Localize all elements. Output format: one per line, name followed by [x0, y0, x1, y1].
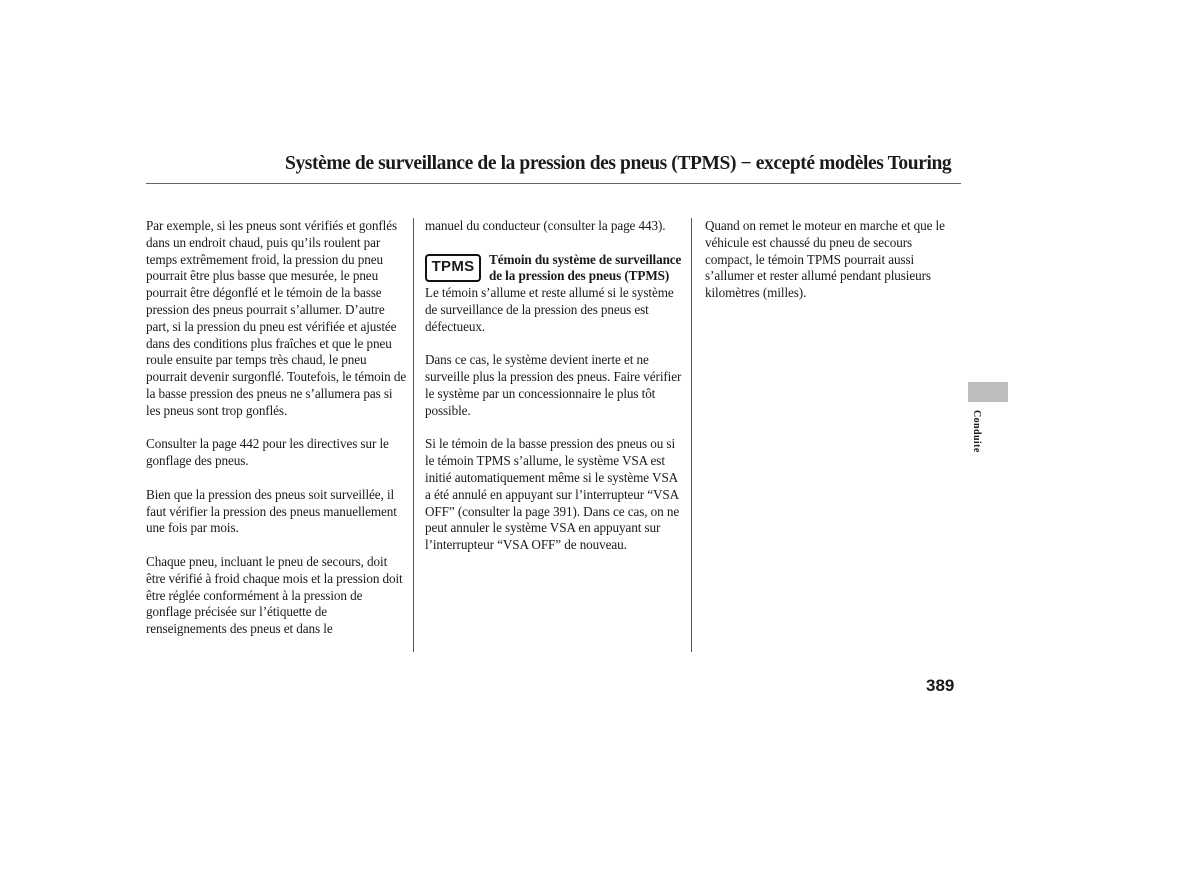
column-left	[146, 218, 408, 655]
section-label: Conduite	[971, 410, 982, 453]
page-number: 389	[926, 676, 955, 695]
title-rule	[146, 183, 961, 184]
column-right	[705, 218, 960, 319]
paragraph: Consulter la page 442 pour les directives sur le gonflage des pneus.	[146, 436, 389, 469]
tpms-warning-icon: TPMS	[425, 254, 481, 282]
column-middle	[425, 218, 683, 571]
paragraph: Le témoin s’allume et reste allumé si le système de surveillance de la pression des pneus est défectueux.	[425, 285, 674, 334]
paragraph: Par exemple, si les pneus sont vérifiés et gonflés dans un endroit chaud, puis qu’ils roulent par temps extrêmement froid, la pression du pneu pourrait être plus basse que mesurée, le pneu pourrait être dégonflé et le témoin de la basse pression des pneus pourrait s’allumer. D’autre part, si la pression du pneu est vérifiée et ajustée dans des conditions plus fraîches et que le pneu roule ensuite par temps très chaud, le pneu pourrait devenir surgonflé. Toutefois, le témoin de la basse pression des pneus ne s’allumera pas si les pneus sont trop gonflés.	[146, 218, 407, 418]
tpms-indicator-heading	[425, 252, 683, 286]
paragraph: Bien que la pression des pneus soit surveillée, il faut vérifier la pression des pneus manuellement une fois par mois.	[146, 486, 397, 536]
paragraph: Quand on remet le moteur en marche et que le véhicule est chaussé du pneu de secours compact, le témoin TPMS pourrait aussi s’allumer et rester allumé pendant plusieurs kilomètres (milles).	[705, 218, 945, 301]
paragraph: Dans ce cas, le système devient inerte et ne surveille plus la pression des pneus. Faire vérifier le système par un concessionnaire le plus tôt possible.	[425, 352, 682, 418]
indicator-title: Témoin du système de surveillance de la pression des pneus (TPMS)	[489, 251, 682, 284]
paragraph: Chaque pneu, incluant le pneu de secours, doit être vérifié à froid chaque mois et la pression doit être réglée conformément à la pression de gonflage précisée sur l’étiquette de renseignements des pneus et dans le	[146, 553, 403, 637]
paragraph: manuel du conducteur (consulter la page 443).	[425, 218, 666, 233]
paragraph: Si le témoin de la basse pression des pneus ou si le témoin TPMS s’allume, le système VSA est initié automatiquement même si le système VSA a été annulé en appuyant sur l’interrupteur “VSA OFF” (consulter la page 391). Dans ce cas, on ne peut annuler le système VSA en appuyant sur l’interrupteur “VSA OFF” de nouveau.	[425, 436, 680, 553]
page-title: Système de surveillance de la pression des pneus (TPMS) − excepté modèles Touring	[285, 153, 952, 174]
column-divider	[691, 218, 692, 652]
section-tab	[968, 382, 1008, 402]
column-divider	[413, 218, 414, 652]
